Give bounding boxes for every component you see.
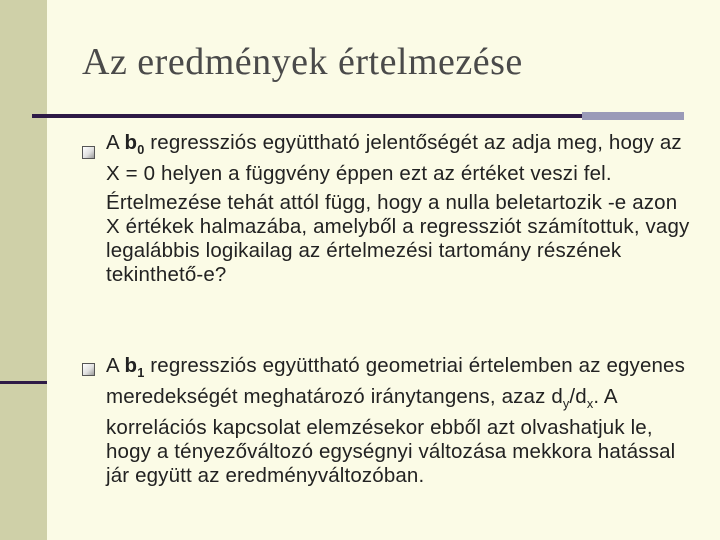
coefficient-b1: $b_1$ bbox=[124, 354, 145, 381]
slide-title: Az eredmények értelmezése bbox=[82, 41, 523, 83]
coefficient-b0: $b_0$ bbox=[124, 131, 145, 158]
checkbox-square-icon bbox=[82, 146, 95, 159]
side-divider-line bbox=[0, 381, 47, 384]
title-divider-accent bbox=[582, 112, 684, 120]
bullet-b1-paragraph: A $b_1$ regressziós együttható geometriai értelemben az egyenes meredekségét meghatározó iránytangens, azaz $d_y/d_x$. A korrelációs kapcsolat elemzésekor ebből azt olvashatjuk le, hogy a tényezőváltozó egységnyi változása mekkora hatással jár együtt az eredményváltozóban. bbox=[106, 354, 686, 488]
bullet-b0-interpretation: Értelmezése tehát attól függ, hogy a nulla beletartozik -e azon X értékek halmazába, amelyből a regressziót számítottuk, vagy legalábbis logikailag az értelmezési tartomány részének tekinthető-e? bbox=[106, 191, 690, 287]
bullet-b0-paragraph: A $b_0$ regressziós együttható jelentőségét az adja meg, hogy az X = 0 helyen a függvény éppen ezt az értéket veszi fel. bbox=[106, 131, 682, 186]
subscript-x: x bbox=[586, 396, 594, 412]
bullet-item-b0 bbox=[106, 131, 696, 287]
left-decor-band bbox=[0, 0, 47, 540]
subscript-y: y bbox=[562, 396, 570, 412]
checkbox-square-icon bbox=[82, 363, 95, 376]
bullet-item-b1 bbox=[106, 354, 696, 488]
